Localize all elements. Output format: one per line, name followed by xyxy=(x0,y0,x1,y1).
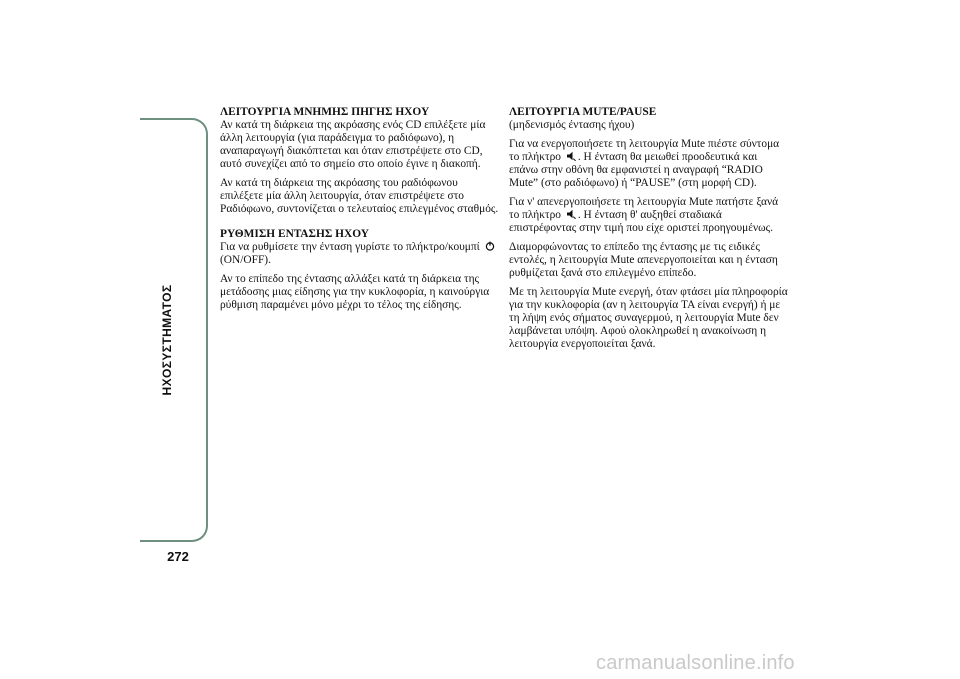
paragraph-text: Για να ενεργοποιήσετε τη λειτουργία Mute πιέστε σύντομα το πλήκτρο xyxy=(509,138,780,163)
paragraph: Διαμορφώνοντας το επίπεδο της έντασης με τις ειδικές εντολές, η λειτουργία Mute απενεργοποιείται και η ένταση ρυθμίζεται ξανά στο επιλεγμένο επίπεδο. xyxy=(509,241,778,279)
paragraph: Αν κατά τη διάρκεια της ακρόασης ενός CD επιλέξετε μία άλλη λειτουργία (για παράδειγμα το ραδιόφωνο), η αναπαραγωγή διακόπτεται και όταν επιστρέψετε στο CD, αυτό συνεχίζει από το σημείο στο οποίο έγινε η διακοπή. xyxy=(220,119,486,170)
mute-speaker-icon xyxy=(566,209,576,219)
paragraph: Αν το επίπεδο της έντασης αλλάξει κατά τη διάρκεια της μετάδοσης μιας είδησης για την κυκλοφορία, η καινούργια ρύθμιση παραμένει μόνο μέχρι το τέλος της είδησης. xyxy=(220,273,490,311)
section-title-volume: ΡΥΘΜΙΣΗ ΕΝΤΑΣΗΣ ΗΧΟΥ xyxy=(220,228,369,240)
watermark: carmanualsonline.info xyxy=(596,652,795,674)
chapter-label: ΗΧΟΣΥΣΤΗΜΑΤΟΣ xyxy=(160,284,174,396)
section-title-mute-pause: ΛΕΙΤΟΥΡΓΙΑ MUTE/PAUSE xyxy=(509,106,657,118)
left-column xyxy=(220,106,500,318)
paragraph-text: . Η ένταση θα μειωθεί προοδευτικά και επάνω στην οθόνη θα εμφανιστεί η αναγραφή “RADIO Mute” (στο ραδιόφωνο) ή “PAUSE” (στη μορφή CD). xyxy=(509,151,763,189)
paragraph-text: Για να ρυθμίσετε την ένταση γυρίστε το πλήκτρο/κουμπί xyxy=(220,241,480,253)
power-knob-icon xyxy=(485,241,495,251)
right-column xyxy=(509,106,789,357)
paragraph-mute-off xyxy=(509,196,789,235)
paragraph: Με τη λειτουργία Mute ενεργή, όταν φτάσει μία πληροφορία για την κυκλοφορία (αν η λειτουργία TA είναι ενεργή) ή με τη λήψη ενός σήματος συναγερμού, η λειτουργία Mute δεν λαμβάνεται υπόψη. Αφού ολοκληρωθεί η ανακοίνωση η λειτουργία ενεργοποιείται ξανά. xyxy=(509,286,788,350)
paragraph-mute-on xyxy=(509,138,789,190)
page-number: 272 xyxy=(167,549,189,564)
section-title-source-memory: ΛΕΙΤΟΥΡΓΙΑ ΜΝΗΜΗΣ ΠΗΓΗΣ ΗΧΟΥ xyxy=(220,106,430,118)
paragraph: Αν κατά τη διάρκεια της ακρόασης του ραδιόφωνου επιλέξετε μία άλλη λειτουργία, όταν επιστρέψετε στο Ραδιόφωνο, συντονίζεται ο τελευταίος επιλεγμένος σταθμός. xyxy=(220,177,499,215)
section-subtitle: (μηδενισμός έντασης ήχου) xyxy=(509,119,635,131)
paragraph-text: Για ν' απενεργοποιήσετε τη λειτουργία Mute πατήστε ξανά το πλήκτρο xyxy=(509,196,779,221)
paragraph-text: (ON/OFF). xyxy=(220,254,271,266)
chapter-side-rule xyxy=(140,118,208,542)
paragraph-volume-knob xyxy=(220,241,500,267)
mute-speaker-icon xyxy=(566,151,576,161)
paragraph-text: . Η ένταση θ' αυξηθεί σταδιακά επιστρέφοντας στην τιμή που είχε οριστεί προηγουμένως. xyxy=(509,209,774,234)
